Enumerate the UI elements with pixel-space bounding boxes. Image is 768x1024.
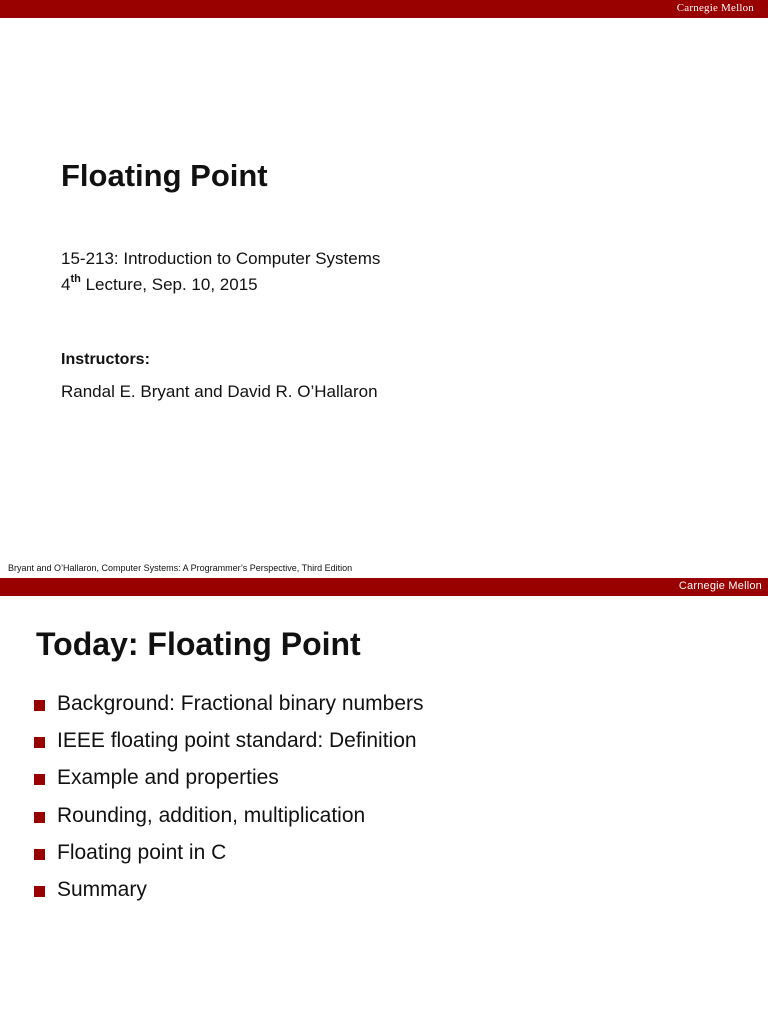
bullet-text: Example and properties [57,766,279,790]
bullet-square-icon [34,812,45,823]
bullet-text: Summary [57,877,147,901]
lecture-info [61,273,258,294]
slide-footer: Bryant and O’Hallaron, Computer Systems: A Programmer’s Perspective, Third Edition [8,563,353,573]
header-bar [0,0,768,18]
course-title: 15-213: Introduction to Computer Systems [61,249,381,268]
lecture-number: 4 [61,275,71,294]
list-item [34,878,424,915]
list-item [34,841,424,878]
list-item [34,692,424,729]
lecture-ordinal-suffix: th [70,273,81,285]
bullet-square-icon [34,737,45,748]
bullet-list [34,692,424,915]
bullet-square-icon [34,849,45,860]
bullet-square-icon [34,774,45,785]
header-bar [0,578,768,596]
lecture-date: Lecture, Sep. 10, 2015 [80,275,258,294]
list-item [34,729,424,766]
slide-title: Today: Floating Point [36,626,361,662]
bullet-text: Rounding, addition, multiplication [57,803,366,827]
agenda-slide [0,577,768,1024]
instructors-heading: Instructors: [61,351,150,368]
bullet-text: Background: Fractional binary numbers [57,692,424,715]
bullet-square-icon [34,886,45,897]
list-item [34,804,424,841]
bullet-square-icon [34,700,45,711]
brand-label: Carnegie Mellon [676,2,754,14]
bullet-text: Floating point in C [57,840,227,864]
brand-label: Carnegie Mellon [678,580,762,592]
bullet-text: IEEE floating point standard: Definition [57,729,417,753]
instructors-names: Randal E. Bryant and David R. O’Hallaron [61,382,378,401]
list-item [34,766,424,803]
slide-title: Floating Point [61,158,268,193]
